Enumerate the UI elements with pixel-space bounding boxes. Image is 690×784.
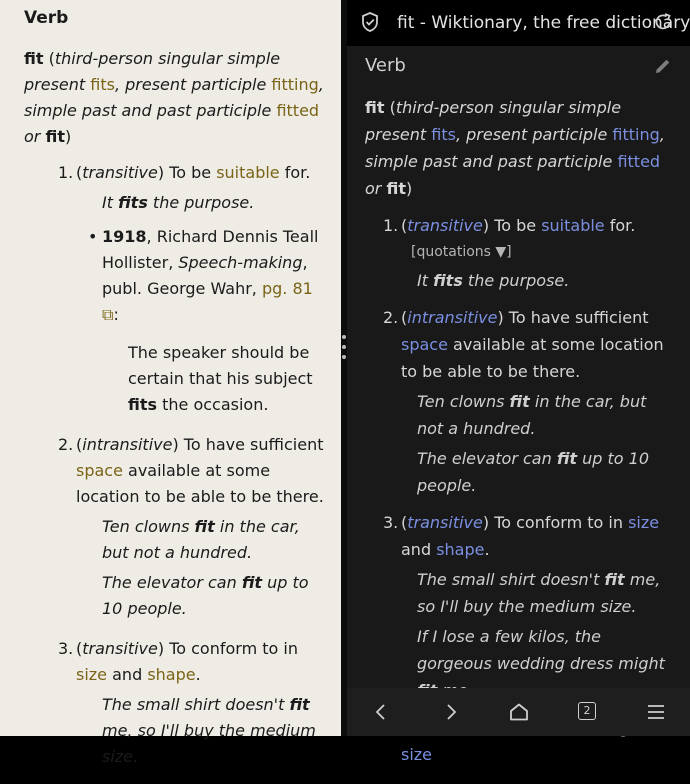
wiki-link[interactable]: size <box>628 513 660 532</box>
usage-example <box>76 570 324 622</box>
text-run: , simple past and past participle <box>365 125 665 171</box>
text-run: fit <box>45 127 65 146</box>
text-run: ) To have sufficient <box>172 435 324 454</box>
wiki-link[interactable]: transitive <box>407 513 483 532</box>
home-icon[interactable] <box>507 700 531 724</box>
right-headword-line <box>365 94 671 202</box>
divider-grip-dot[interactable] <box>342 335 346 339</box>
sense-definition <box>401 509 671 563</box>
divider-grip-dot[interactable] <box>342 355 346 359</box>
text-run: ) <box>405 179 413 198</box>
sense-definition <box>76 432 324 510</box>
text-run: intransitive <box>82 435 173 454</box>
wiki-link[interactable]: space <box>76 461 123 480</box>
left-inflection <box>24 49 324 146</box>
forward-icon[interactable] <box>439 700 463 724</box>
menu-icon[interactable] <box>644 700 668 724</box>
wiki-link[interactable]: shape <box>147 665 196 684</box>
text-run: third-person singular simple present <box>365 98 622 144</box>
back-icon[interactable] <box>369 700 393 724</box>
right-pos-heading: Verb <box>365 55 406 76</box>
text-run: fit <box>289 695 310 714</box>
tabs-count: 2 <box>578 702 596 720</box>
text-run: fit <box>194 517 215 536</box>
wiki-link[interactable]: shape <box>436 540 485 559</box>
sense-item <box>365 509 671 704</box>
left-article-content <box>24 6 324 784</box>
wiki-link[interactable]: fitted <box>276 101 320 120</box>
text-run: fit <box>556 449 578 468</box>
text-run: transitive <box>82 639 158 658</box>
sense-number: 1. <box>58 163 74 182</box>
text-run: It <box>102 193 119 212</box>
divider-grip-dot[interactable] <box>342 345 346 349</box>
sense-item <box>24 160 324 418</box>
wiki-link[interactable]: suitable <box>216 163 280 182</box>
text-run: fit <box>241 573 263 592</box>
quotations-toggle[interactable]: [quotations ▼] <box>411 244 512 260</box>
page-title[interactable]: fit - Wiktionary, the free dictionary <box>397 13 690 33</box>
text-run: The elevator can <box>102 573 242 592</box>
left-headword-line <box>24 46 324 150</box>
text-run: available at some location to be able to be there. <box>401 335 664 381</box>
text-run: ) To conform to in <box>482 513 629 532</box>
text-run: ( <box>384 98 396 117</box>
text-run: third-person singular simple present <box>24 49 281 94</box>
text-run: up to 10 people. <box>417 449 650 495</box>
wiki-link[interactable]: intransitive <box>407 308 498 327</box>
bullet: • <box>88 227 98 246</box>
wiki-link[interactable]: size <box>401 745 433 764</box>
text-run: fit <box>365 98 385 117</box>
browser-bottom-nav <box>347 688 690 736</box>
text-run: The small shirt doesn't <box>417 570 605 589</box>
text-run: ) To have sufficient <box>497 308 649 327</box>
wiki-link[interactable]: pg. 81 <box>261 279 313 298</box>
text-run: The small shirt doesn't <box>102 695 290 714</box>
text-run: the occasion. <box>157 395 269 414</box>
quotation <box>76 224 324 418</box>
text-run: ( <box>401 216 408 235</box>
left-sense-list <box>24 160 324 770</box>
right-sense-list <box>365 212 671 768</box>
wiki-link[interactable]: transitive <box>407 216 483 235</box>
usage-example <box>401 388 671 442</box>
text-run: for. <box>279 163 311 182</box>
sense-number: 3. <box>383 513 399 532</box>
text-run: in the car, but not a hundred. <box>102 517 300 562</box>
wiki-link[interactable]: size <box>76 665 108 684</box>
text-run: up to 10 people. <box>102 573 309 618</box>
sense-definition <box>401 212 671 239</box>
text-run: , present participle <box>114 75 272 94</box>
tabs-button[interactable] <box>576 700 600 724</box>
text-run: ) To be <box>157 163 217 182</box>
text-run: fit <box>509 392 530 411</box>
text-run: . <box>484 540 490 559</box>
text-run: ( <box>76 163 83 182</box>
quotation-citation <box>102 224 324 328</box>
text-run: available at some location to be able to be there. <box>76 461 324 506</box>
wiki-link[interactable]: fitted <box>617 152 661 171</box>
text-run: ( <box>48 49 55 68</box>
text-run: in the car, but not a hundred. <box>417 392 647 438</box>
text-run: fits <box>128 395 158 414</box>
sense-number: 2. <box>383 308 399 327</box>
text-run: the purpose. <box>147 193 255 212</box>
sense-item <box>24 432 324 622</box>
left-pos-heading: Verb <box>24 8 69 28</box>
text-run: fit <box>386 179 406 198</box>
text-run: Ten clowns <box>417 392 510 411</box>
reload-icon[interactable] <box>653 12 673 32</box>
wiki-link[interactable]: fitting <box>271 75 319 94</box>
text-run: The elevator can <box>417 449 557 468</box>
text-run: and <box>107 665 148 684</box>
text-run: ( <box>76 639 83 658</box>
text-run: , simple past and past participle <box>24 75 324 120</box>
text-run: : <box>113 305 119 324</box>
text-run: fits <box>118 193 148 212</box>
shield-check-icon[interactable] <box>361 12 379 32</box>
usage-example <box>401 566 671 620</box>
text-run: . <box>195 665 201 684</box>
text-run: fits <box>433 271 463 290</box>
text-run: ( <box>401 308 408 327</box>
sense-item <box>365 212 671 294</box>
text-run: , publ. George Wahr, <box>102 253 308 298</box>
usage-example <box>76 692 324 770</box>
text-run: , present participle <box>455 125 613 144</box>
left-headword: fit <box>24 49 44 68</box>
text-run: ) To be <box>482 216 542 235</box>
text-run: fit <box>604 570 625 589</box>
text-run: Speech-making <box>178 253 303 272</box>
browser-top-bar <box>347 0 690 46</box>
text-run: ( <box>76 435 83 454</box>
text-run: 1918 <box>102 227 147 246</box>
text-run: It <box>417 271 434 290</box>
text-run: ) To conform to in <box>157 639 298 658</box>
usage-example <box>401 445 671 499</box>
wiki-link[interactable]: space <box>401 335 448 354</box>
wiki-link[interactable]: fits <box>90 75 115 94</box>
text-run: me, so I'll buy the medium size. <box>102 721 316 766</box>
right-browser-pane[interactable] <box>347 0 690 764</box>
text-run: ( <box>401 513 408 532</box>
text-run: transitive <box>82 163 158 182</box>
sense-number: 1. <box>383 216 399 235</box>
text-run: me, so I'll buy the medium size. <box>417 570 661 616</box>
left-article-pane[interactable] <box>0 0 341 766</box>
text-run: ) <box>64 127 72 146</box>
right-article-content <box>365 52 671 778</box>
text-run: If I lose a few kilos, the gorgeous wedding dress might <box>417 627 665 673</box>
text-run: or <box>365 179 387 198</box>
text-run: Ten clowns <box>102 517 195 536</box>
wiki-link[interactable]: fitting <box>612 125 660 144</box>
sense-definition <box>76 160 324 186</box>
text-run: , Richard Dennis Teall Hollister, <box>102 227 319 272</box>
text-run: and <box>401 540 437 559</box>
text-run: or <box>24 127 46 146</box>
sense-definition <box>401 304 671 385</box>
text-run: The speaker should be certain that his subject <box>128 343 313 388</box>
sense-definition <box>76 636 324 688</box>
text-run: the purpose. <box>462 271 570 290</box>
sense-item <box>365 304 671 499</box>
usage-example <box>76 190 324 216</box>
sense-number: 2. <box>58 435 74 454</box>
sense-item <box>24 636 324 770</box>
wiki-link[interactable]: suitable <box>541 216 605 235</box>
wiki-link[interactable]: ⧉ <box>102 305 114 324</box>
text-run: for. <box>604 216 636 235</box>
quotation-text <box>102 340 324 418</box>
sense-number: 3. <box>58 639 74 658</box>
wiki-link[interactable]: fits <box>431 125 456 144</box>
usage-example <box>76 514 324 566</box>
usage-example <box>401 267 671 294</box>
